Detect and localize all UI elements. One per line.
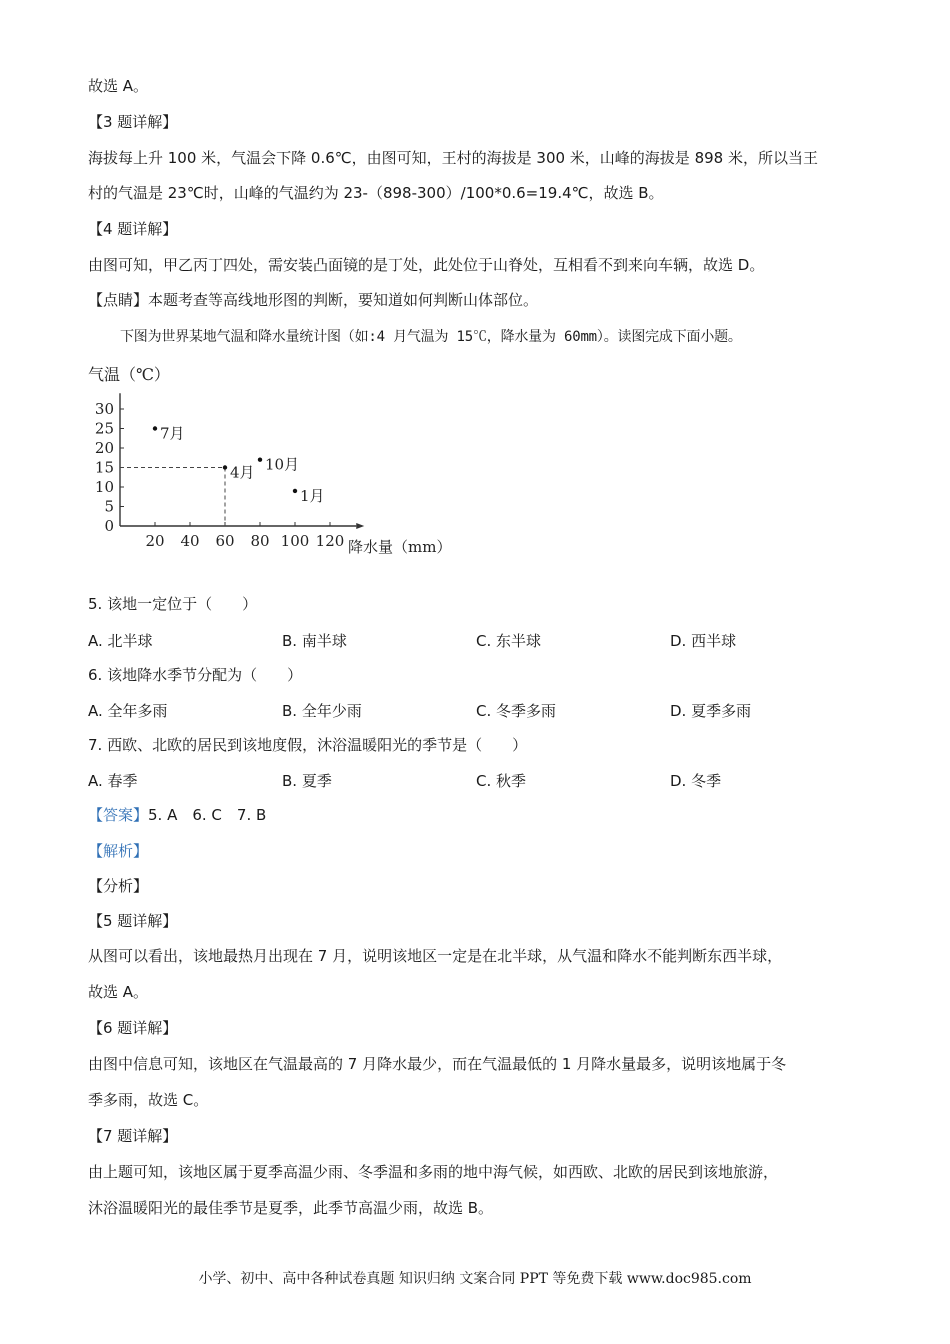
question-intro: 下图为世界某地气温和降水量统计图（如:4 月气温为 15℃，降水量为 60mm）。读图完成下面小题。 — [120, 329, 742, 345]
y-tick-label: 20 — [94, 439, 114, 457]
option-c: C. 秋季 — [476, 772, 527, 790]
section-heading: 【6 题详解】 — [88, 1019, 178, 1037]
section-heading: 【3 题详解】 — [88, 113, 178, 131]
x-tick-label: 120 — [315, 532, 345, 550]
paragraph-line: 从图可以看出，该地最热月出现在 7 月，说明该地区一定是在北半球，从气温和降水不能判断东西半球， — [88, 947, 783, 965]
question-stem: 6. 该地降水季节分配为（ ） — [88, 666, 303, 684]
option-b: B. 南半球 — [282, 632, 347, 650]
x-tick-label: 80 — [250, 532, 270, 550]
option-a: A. 春季 — [88, 772, 138, 790]
option-d: D. 夏季多雨 — [670, 702, 752, 720]
paragraph-line: 沐浴温暖阳光的最佳季节是夏季，此季节高温少雨，故选 B。 — [88, 1199, 494, 1217]
x-tick-label: 40 — [180, 532, 200, 550]
paragraph-line: 故选 A。 — [88, 983, 149, 1001]
paragraph-line: 村的气温是 23℃时，山峰的气温约为 23-（898-300）/100*0.6=19.4℃，故选 B。 — [88, 184, 664, 202]
y-tick-label: 25 — [94, 419, 114, 438]
x-axis-arrow — [356, 523, 364, 529]
y-tick-label: 0 — [104, 517, 114, 535]
option-a: A. 北半球 — [88, 632, 153, 650]
x-tick-label: 100 — [280, 532, 310, 550]
tip-line: 【点睛】本题考查等高线地形图的判断，要知道如何判断山体部位。 — [88, 291, 539, 309]
option-d: D. 冬季 — [670, 772, 722, 790]
section-heading: 【7 题详解】 — [88, 1127, 178, 1145]
paragraph-line: 由图中信息可知，该地区在气温最高的 7 月降水最少，而在气温最低的 1 月降水量最多，说明该地属于冬 — [88, 1055, 787, 1073]
option-d: D. 西半球 — [670, 632, 737, 650]
data-point — [153, 426, 157, 430]
answer-line — [88, 805, 266, 825]
data-point-label: 10月 — [265, 455, 300, 474]
x-axis-label: 降水量（mm） — [348, 538, 452, 556]
paragraph-line: 季多雨，故选 C。 — [88, 1091, 209, 1109]
option-c: C. 东半球 — [476, 632, 542, 650]
data-point-label: 1月 — [300, 486, 325, 505]
climate-scatter-chart — [80, 360, 480, 565]
question-stem: 5. 该地一定位于（ ） — [88, 595, 258, 613]
paragraph-line: 海拔每上升 100 米，气温会下降 0.6℃，由图可知，王村的海拔是 300 米，山峰的海拔是 898 米，所以当王 — [88, 149, 818, 167]
y-tick-label: 15 — [94, 458, 114, 477]
question-stem: 7. 西欧、北欧的居民到该地度假，沐浴温暖阳光的季节是（ ） — [88, 736, 528, 754]
y-tick-label: 30 — [94, 400, 114, 418]
data-point — [293, 489, 297, 493]
option-b: B. 全年少雨 — [282, 702, 362, 720]
option-a: A. 全年多雨 — [88, 702, 168, 720]
data-point — [258, 458, 262, 462]
section-heading: 【5 题详解】 — [88, 912, 178, 930]
text-line: 故选 A。 — [88, 77, 149, 95]
analysis-tag: 【解析】 — [88, 842, 149, 860]
option-c: C. 冬季多雨 — [476, 702, 557, 720]
section-heading: 【4 题详解】 — [88, 220, 178, 238]
x-tick-label: 60 — [215, 532, 235, 550]
y-axis-label: 气温（℃） — [88, 365, 170, 384]
answer-tag: 【答案】 — [88, 806, 149, 824]
data-point-label: 7月 — [160, 424, 185, 443]
data-point — [223, 465, 227, 469]
option-b: B. 夏季 — [282, 772, 332, 790]
answer-text: 5. A 6. C 7. B — [148, 806, 267, 824]
y-tick-label: 10 — [94, 478, 114, 496]
paragraph-line: 由上题可知，该地区属于夏季高温少雨、冬季温和多雨的地中海气候，如西欧、北欧的居民到该地旅游， — [88, 1163, 779, 1181]
section-heading: 【分析】 — [88, 877, 149, 895]
x-tick-label: 20 — [145, 532, 165, 550]
page-footer: 小学、初中、高中各种试卷真题 知识归纳 文案合同 PPT 等免费下载 www.doc985.com — [198, 1271, 752, 1287]
paragraph-line: 由图可知，甲乙丙丁四处，需安装凸面镜的是丁处，此处位于山脊处，互相看不到来向车辆，故选 D。 — [88, 256, 765, 274]
y-tick-label: 5 — [104, 497, 114, 516]
data-point-label: 4月 — [230, 463, 255, 482]
